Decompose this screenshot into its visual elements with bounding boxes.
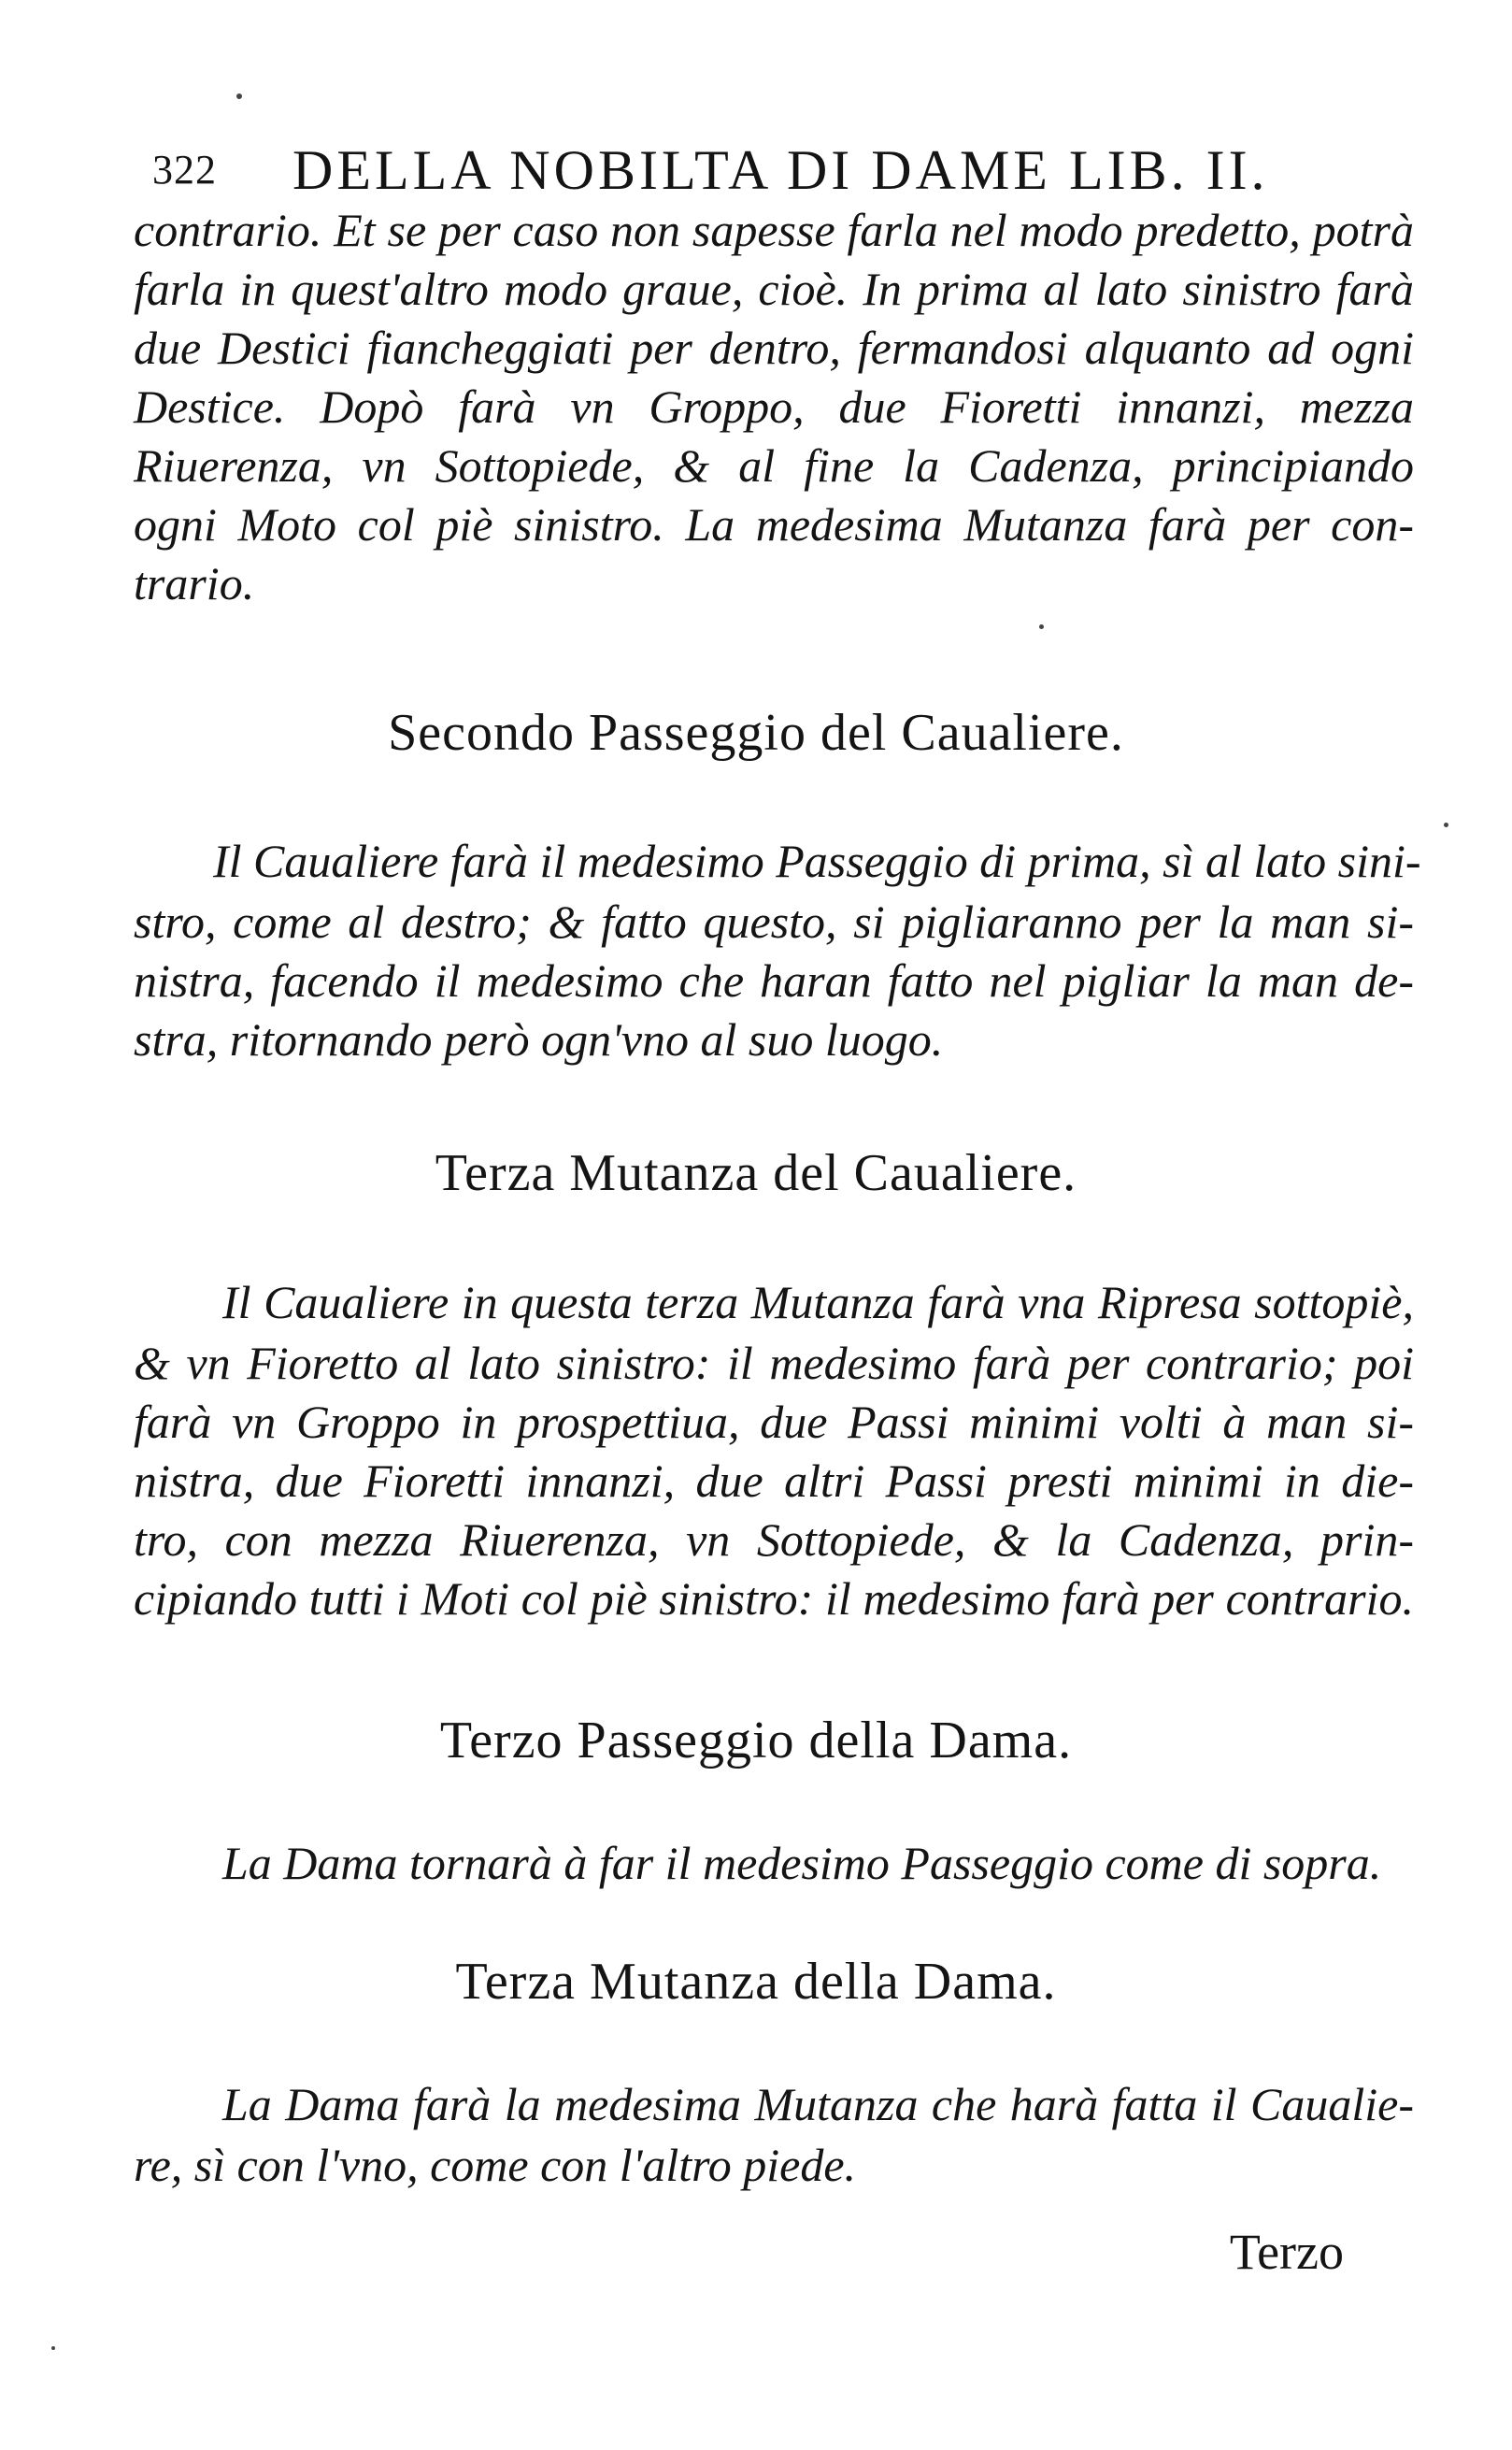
text-line: farà vn Groppo in prospettiua, due Passi minimi volti à man si- <box>134 1396 1414 1448</box>
text-line: due Destici fiancheggiati per dentro, fermandosi alquanto ad ogni <box>134 322 1414 374</box>
text-line: contrario. Et se per caso non sapesse farla nel modo predetto, potrà <box>134 204 1414 256</box>
text-line: Destice. Dopò farà vn Groppo, due Fioretti innanzi, mezza <box>134 380 1414 433</box>
paragraph-terza-mutanza-dama <box>222 2075 1414 2134</box>
text-line: re, sì con l'vno, come con l'altro piede. <box>134 2139 857 2191</box>
text-line: & vn Fioretto al lato sinistro: il medesimo farà per contrario; poi <box>134 1337 1414 1389</box>
text-line: nistra, facendo il medesimo che haran fatto nel pigliar la man de- <box>134 954 1414 1007</box>
text-line: stra, ritornando però ogn'vno al suo luogo. <box>134 1013 944 1066</box>
paragraph-terza-mutanza-caualiere <box>222 1273 1414 1332</box>
text-line: ogni Moto col piè sinistro. La medesima Mutanza farà per con- <box>134 498 1414 551</box>
paragraph-continuation <box>134 201 1414 613</box>
paragraph-terza-mutanza-caualiere-cont <box>134 1334 1414 1628</box>
text-line: La Dama tornarà à far il medesimo Passeggio come di sopra. <box>222 1837 1382 1889</box>
page-number: 322 <box>152 147 217 193</box>
catchword: Terzo <box>1229 2224 1344 2280</box>
section-heading: Terza Mutanza del Caualiere. <box>435 1144 1077 1202</box>
ink-speck <box>51 2346 55 2350</box>
text-line: trario. <box>134 557 255 609</box>
text-line: cipiando tutti i Moti col piè sinistro: il medesimo farà per contrario. <box>134 1572 1414 1625</box>
paragraph-secondo-passeggio-cont <box>134 893 1414 1069</box>
running-head: DELLA NOBILTA DI DAME LIB. II. <box>292 139 1269 201</box>
text-line: Il Caualiere farà il medesimo Passeggio di prima, sì al lato sini- <box>213 835 1421 887</box>
ink-speck <box>236 93 242 99</box>
page-header <box>152 138 1334 204</box>
text-line: La Dama farà la medesima Mutanza che harà fatta il Caualie- <box>222 2078 1414 2130</box>
text-line: Riuerenza, vn Sottopiede, & al fine la Cadenza, principiando <box>134 439 1414 492</box>
section-heading: Terzo Passeggio della Dama. <box>439 1712 1073 1769</box>
section-heading: Terza Mutanza della Dama. <box>455 1953 1057 2011</box>
text-line: Il Caualiere in questa terza Mutanza farà vna Ripresa sottopiè, <box>222 1276 1414 1328</box>
text-line: tro, con mezza Riuerenza, vn Sottopiede, & la Cadenza, prin- <box>134 1513 1414 1566</box>
paragraph-secondo-passeggio <box>213 832 1421 891</box>
text-line: stro, come al destro; & fatto questo, si pigliaranno per la man si- <box>134 895 1414 948</box>
ink-speck <box>1444 823 1448 827</box>
ink-speck <box>1039 624 1044 629</box>
section-heading: Secondo Passeggio del Caualiere. <box>388 704 1124 762</box>
text-line: nistra, due Fioretti innanzi, due altri Passi presti minimi in die- <box>134 1454 1414 1507</box>
text-line: farla in quest'altro modo graue, cioè. In prima al lato sinistro farà <box>134 263 1414 315</box>
paragraph-terza-mutanza-dama-cont <box>134 2136 1414 2195</box>
paragraph-terzo-passeggio-dama <box>222 1834 1414 1893</box>
